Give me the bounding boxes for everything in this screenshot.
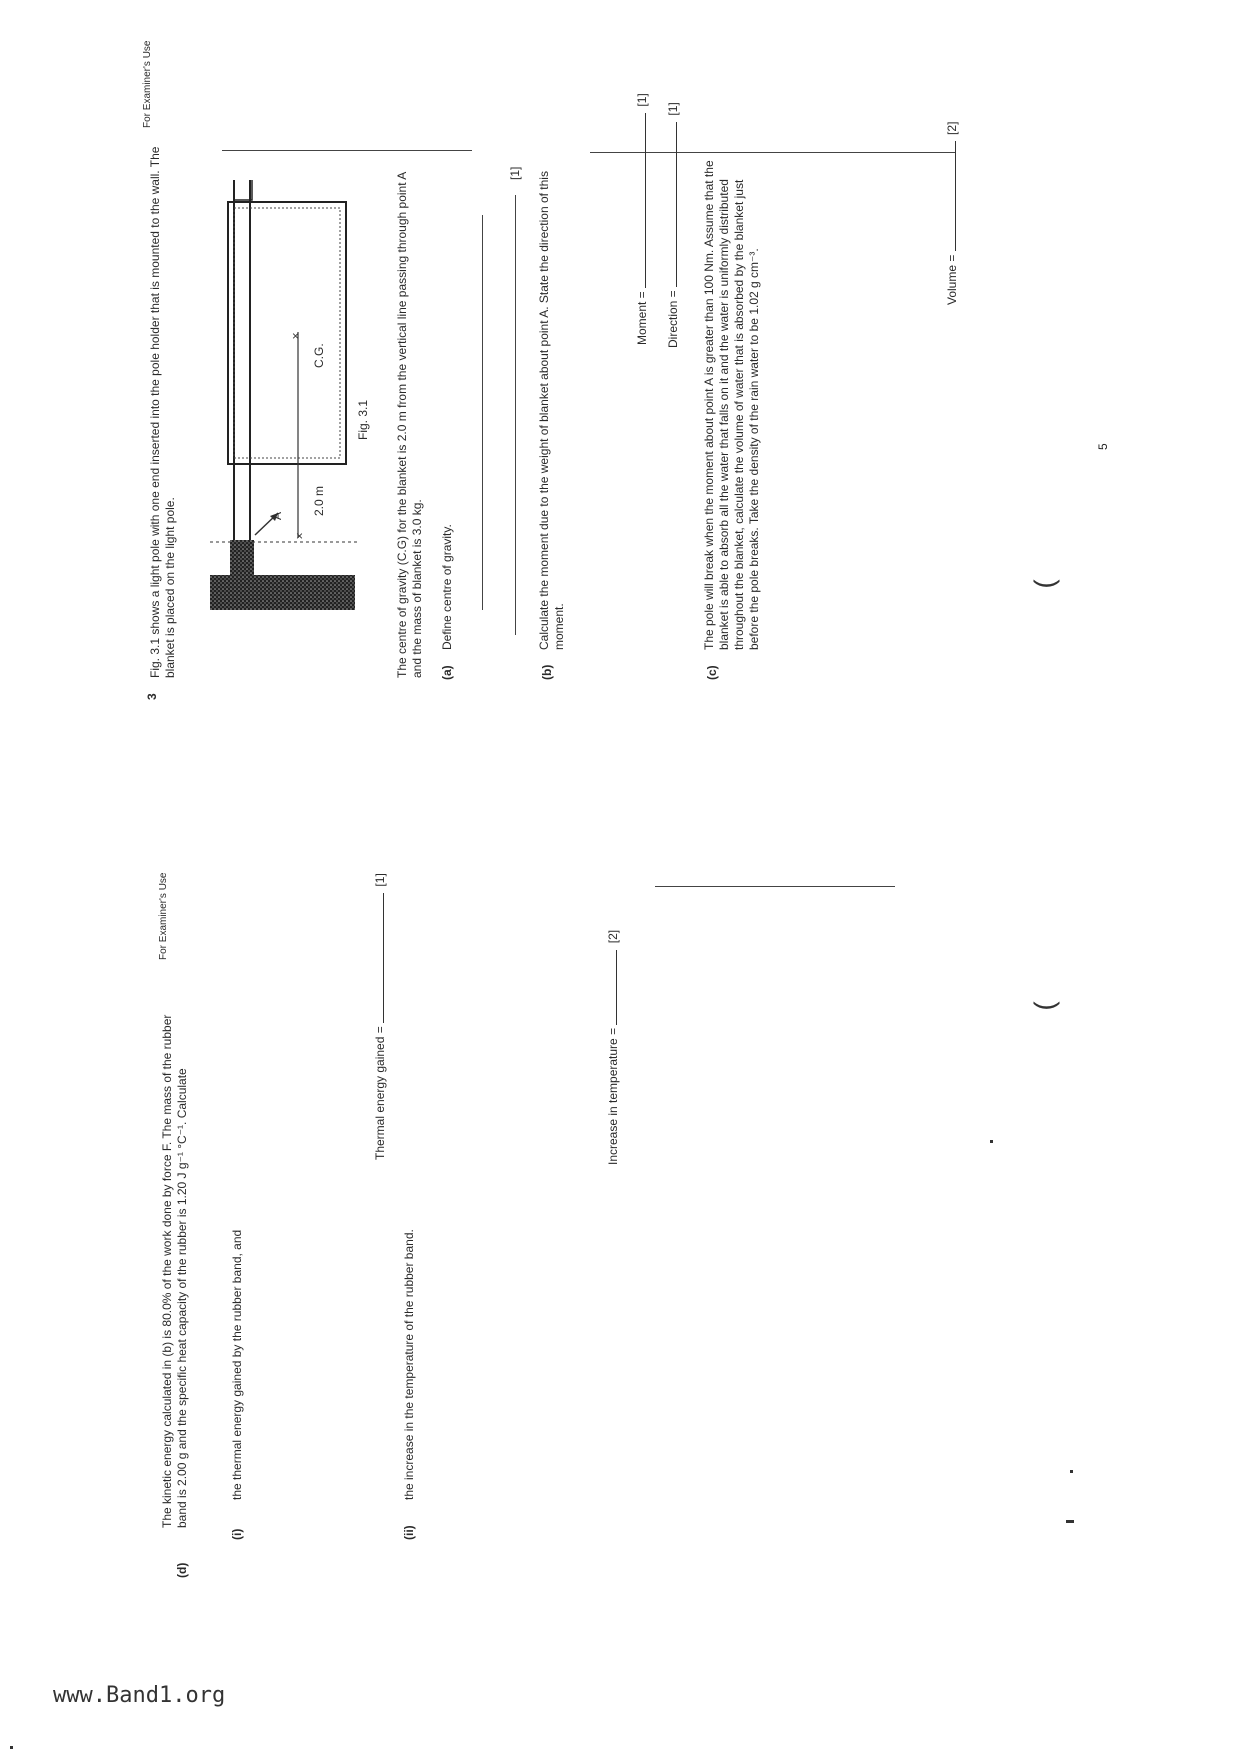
scan-mark-dot-4 xyxy=(10,1746,13,1749)
figure-caption: Fig. 3.1 xyxy=(356,399,370,440)
part-a-marker: (a) xyxy=(440,665,454,680)
distance-label: 2.0 m xyxy=(312,485,326,516)
part-b-marker: (b) xyxy=(540,664,554,680)
footer-url: www.Band1.org xyxy=(53,1683,226,1708)
volume-label: Volume = xyxy=(945,254,959,305)
thermal-energy-answer xyxy=(372,873,388,1160)
temperature-label: Increase in temperature = xyxy=(606,1027,620,1165)
cg-cross: × xyxy=(292,329,300,343)
direction-marks: [1] xyxy=(666,102,680,116)
top-rule-1 xyxy=(222,150,472,151)
distance-start-cross: × xyxy=(296,529,304,543)
question-intro: Fig. 3.1 shows a light pole with one end inserted into the pole holder that is mounted to the wall. The blanket is placed on the light pole. xyxy=(148,146,177,678)
part-a-marks: [1] xyxy=(508,166,522,180)
part-d-i-text: the thermal energy gained by the rubber band, and xyxy=(230,1229,244,1500)
thermal-energy-answer-line[interactable] xyxy=(372,893,384,1023)
thermal-energy-label: Thermal energy gained = xyxy=(373,1026,387,1160)
moment-answer xyxy=(634,93,650,345)
left-examiner-use-label: For Examiner's Use xyxy=(158,872,169,960)
scan-mark-brace-1: ( xyxy=(1028,579,1060,589)
part-d-i-marker: (i) xyxy=(230,1528,244,1540)
scan-mark-dot-2 xyxy=(1070,1470,1073,1473)
direction-answer-line[interactable] xyxy=(665,122,677,287)
moment-label: Moment = xyxy=(635,291,649,345)
part-d-marker: (d) xyxy=(175,1562,189,1578)
cg-label: C.G. xyxy=(312,343,326,368)
part-a-answer-line-2[interactable] xyxy=(515,195,516,635)
part-d-ii-text: the increase in the temperature of the rubber band. xyxy=(402,1229,416,1500)
part-c-text: The pole will break when the moment about point A is greater than 100 Nm. Assume that the blanket is able to absorb all the water that falls on it and the water is uniformly distributed throughout the blanket, calculate the volume of water that is absorbed by the blanket just before the pole breaks. Take the density of the rain water to be 1.02 g cm⁻³. xyxy=(702,160,761,650)
right-examiner-use-label: For Examiner's Use xyxy=(142,40,153,128)
part-d-ii-marker: (ii) xyxy=(402,1525,416,1540)
direction-answer xyxy=(665,102,681,348)
volume-answer-line[interactable] xyxy=(944,141,956,251)
temperature-marks: [2] xyxy=(606,929,620,944)
figure-3-1 xyxy=(210,180,400,620)
thermal-energy-marks: [1] xyxy=(373,873,387,887)
direction-label: Direction = xyxy=(666,290,680,348)
cg-statement: The centre of gravity (C.G) for the blanket is 2.0 m from the vertical line passing through point A and the mass of blanket is 3.0 kg. xyxy=(395,172,424,678)
moment-answer-line[interactable] xyxy=(634,113,646,288)
part-a-text: Define centre of gravity. xyxy=(440,524,454,650)
page-number: 5 xyxy=(1096,443,1110,450)
scan-mark-brace-2: ( xyxy=(1028,1001,1060,1011)
scan-mark-dot-1 xyxy=(990,1140,993,1143)
part-d-text: The kinetic energy calculated in (b) is 80.0% of the work done by force F. The mass of the rubber band is 2.00 g and the specific heat capacity of the rubber is 1.20 J g⁻¹ °C⁻¹. Calculate xyxy=(160,1014,189,1528)
temperature-answer-line[interactable] xyxy=(605,950,617,1025)
volume-marks: [2] xyxy=(945,121,959,135)
part-b-text: Calculate the moment due to the weight of blanket about point A. State the direction of this moment. xyxy=(537,171,566,650)
point-a-label: A xyxy=(270,511,284,520)
scan-mark-dot-3 xyxy=(1066,1520,1074,1523)
temperature-answer xyxy=(605,930,621,1165)
part-a-answer-line-1[interactable] xyxy=(482,215,483,610)
left-divider-line xyxy=(655,886,895,887)
volume-answer xyxy=(944,122,960,305)
part-c-marker: (c) xyxy=(705,665,719,680)
question-number: 3 xyxy=(145,693,159,700)
pole-holder xyxy=(230,540,254,580)
blanket xyxy=(228,202,346,464)
moment-marks: [1] xyxy=(635,93,649,107)
